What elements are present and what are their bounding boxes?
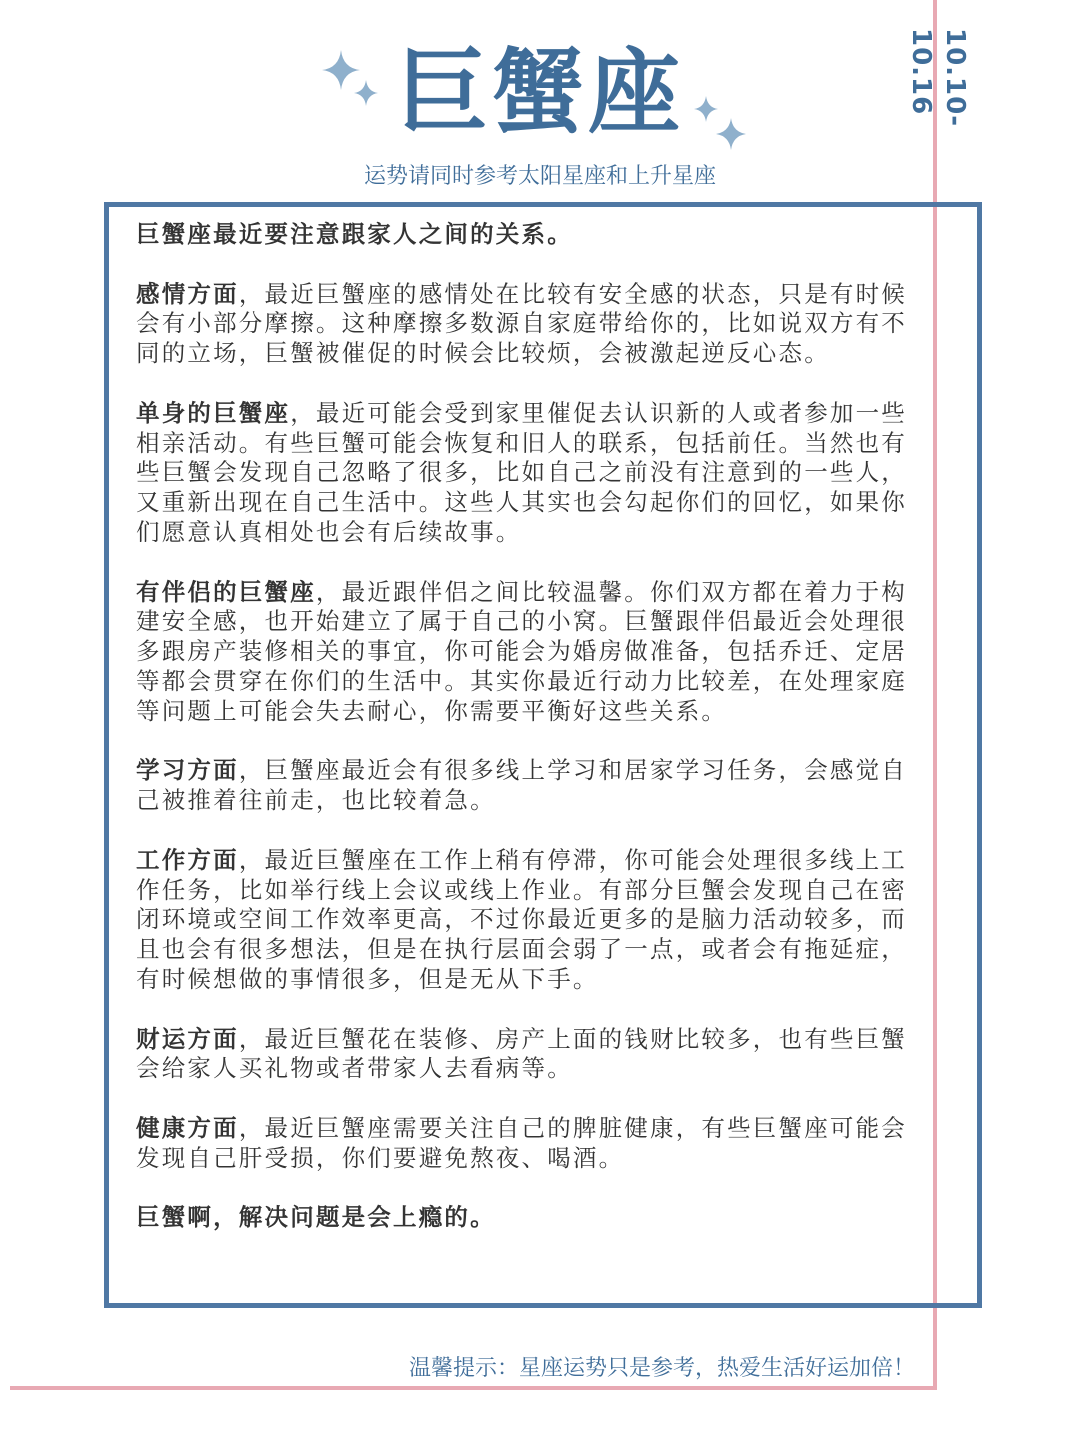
sparkle-icon-right-large <box>716 118 746 150</box>
section-partnered <box>136 578 914 727</box>
section-heading: 工作方面 <box>136 845 239 874</box>
closing-paragraph <box>136 1203 914 1233</box>
pink-horizontal-line <box>10 1386 937 1390</box>
section-study <box>136 756 914 816</box>
section-health <box>136 1114 914 1174</box>
horoscope-content <box>136 220 914 1263</box>
section-text: ，巨蟹座最近会有很多线上学习和居家学习任务，会感觉自己被推着往前走，也比较着急。 <box>136 756 908 815</box>
section-heading: 健康方面 <box>136 1113 239 1142</box>
section-text: ，最近巨蟹座的感情处在比较有安全感的状态，只是有时候会有小部分摩擦。这种摩擦多数源自家庭带给你的，比如说双方有不同的立场，巨蟹被催促的时候会比较烦，会被激起逆反心态。 <box>136 279 908 368</box>
intro-text: 巨蟹座最近要注意跟家人之间的关系。 <box>136 220 573 248</box>
section-single <box>136 399 914 548</box>
closing-text: 巨蟹啊，解决问题是会上瘾的。 <box>136 1203 496 1232</box>
page-title: 巨蟹座 <box>395 39 684 146</box>
date-range: 10.10-10.16 <box>906 28 970 128</box>
section-wealth <box>136 1025 914 1085</box>
section-heading: 单身的巨蟹座 <box>136 398 291 427</box>
section-text: ，最近跟伴侣之间比较温馨。你们双方都在着力于构建安全感，也开始建立了属于自己的小窝。巨蟹跟伴侣最近会处理很多跟房产装修相关的事宜，你可能会为婚房做准备，包括乔迁、定居等都会贯穿在你们的生活中。其实你最近行动力比较差，在处理家庭等问题上可能会失去耐心，你需要平衡好这些关系。 <box>136 577 908 725</box>
intro-paragraph <box>136 220 914 250</box>
section-heading: 财运方面 <box>136 1024 239 1053</box>
section-heading: 学习方面 <box>136 756 239 785</box>
section-heading: 感情方面 <box>136 279 239 308</box>
sparkle-icon-left-small <box>354 80 378 106</box>
section-text: ，最近巨蟹花在装修、房产上面的钱财比较多，也有些巨蟹会给家人买礼物或者带家人去看病等。 <box>136 1024 908 1083</box>
section-love <box>136 280 914 369</box>
footer-tip: 温馨提示：星座运势只是参考，热爱生活好运加倍！ <box>408 1356 915 1381</box>
section-text: ，最近巨蟹座在工作上稍有停滞，你可能会处理很多线上工作任务，比如举行线上会议或线上作业。有部分巨蟹会发现自己在密闭环境或空间工作效率更高，不过你最近更多的是脑力活动较多，而且也会有很多想法，但是在执行层面会弱了一点，或者会有拖延症，有时候想做的事情很多，但是无从下手。 <box>136 845 908 993</box>
page-subtitle: 运势请同时参考太阳星座和上升星座 <box>363 164 716 189</box>
section-heading: 有伴侣的巨蟹座 <box>136 577 316 606</box>
section-text: ，最近巨蟹座需要关注自己的脾脏健康，有些巨蟹座可能会发现自己肝受损，你们要避免熬夜、喝酒。 <box>136 1113 908 1172</box>
section-text: ，最近可能会受到家里催促去认识新的人或者参加一些相亲活动。有些巨蟹可能会恢复和旧人的联系，包括前任。当然也有些巨蟹会发现自己忽略了很多，比如自己之前没有注意到的一些人，又重新出现在自己生活中。这些人其实也会勾起你们的回忆，如果你们愿意认真相处也会有后续故事。 <box>136 398 908 546</box>
section-work <box>136 846 914 995</box>
